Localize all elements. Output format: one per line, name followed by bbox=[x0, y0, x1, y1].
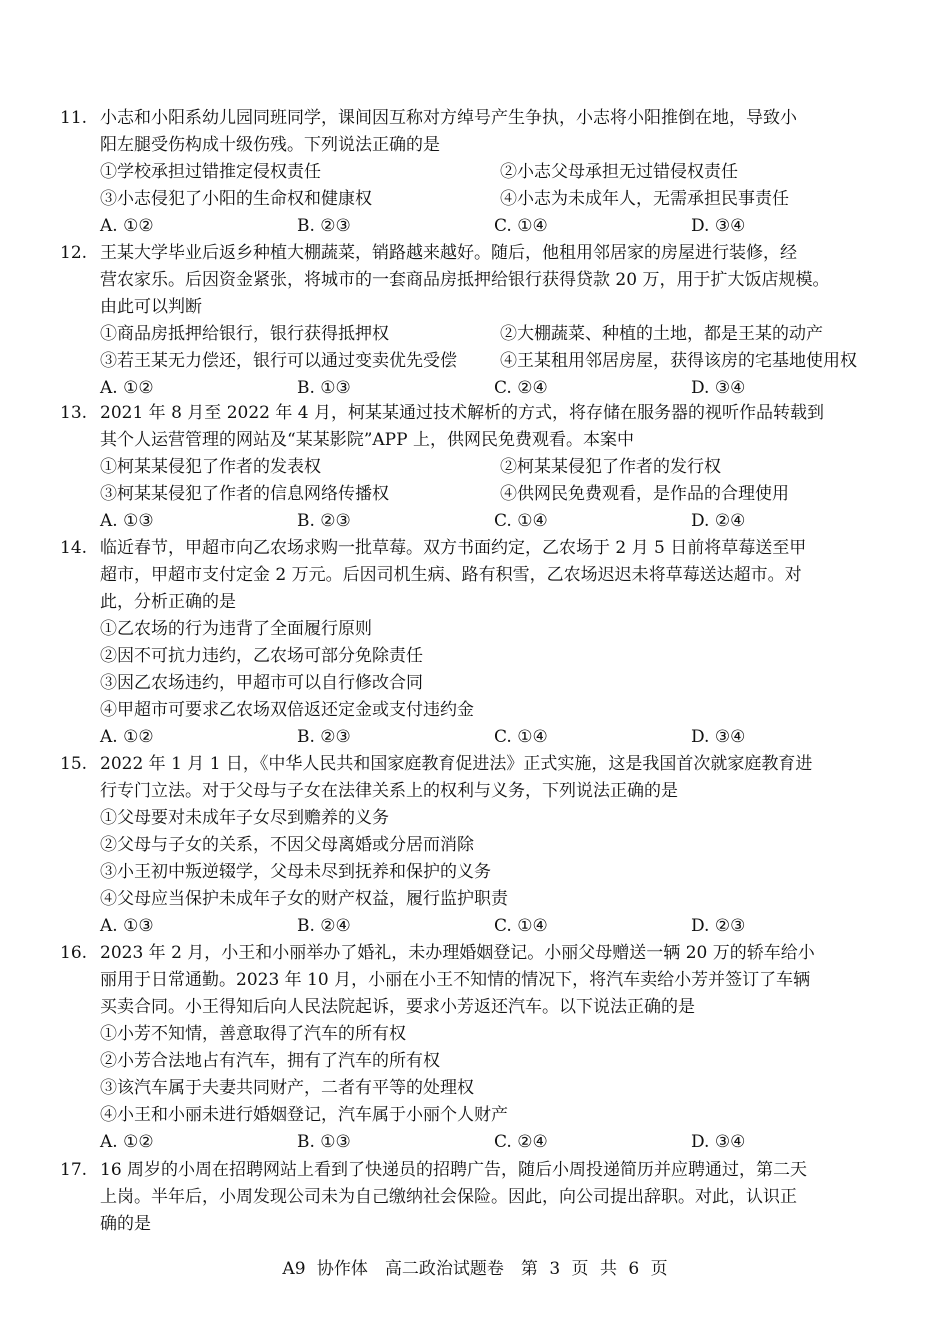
option-1: ①乙农场的行为违背了全面履行原则 bbox=[100, 619, 372, 639]
question-12 bbox=[60, 240, 920, 402]
option-2: ②小志父母承担无过错侵权责任 bbox=[500, 162, 738, 182]
option-3: ③小志侵犯了小阳的生命权和健康权 bbox=[100, 189, 372, 209]
answer-d: D. ③④ bbox=[691, 378, 746, 398]
stem-line: 丽用于日常通勤。2023 年 10 月，小丽在小王不知情的情况下，将汽车卖给小芳并签订了车辆 bbox=[100, 970, 811, 990]
stem-line: 临近春节，甲超市向乙农场求购一批草莓。双方书面约定，乙农场于 2 月 5 日前将草莓送至甲 bbox=[100, 538, 807, 558]
stem-line: 由此可以判断 bbox=[100, 297, 202, 317]
options-row bbox=[60, 321, 920, 348]
answer-b: B. ①③ bbox=[297, 1132, 351, 1152]
options-row bbox=[60, 186, 920, 213]
question-number: 11. bbox=[60, 108, 88, 128]
option-4: ④小王和小丽未进行婚姻登记，汽车属于小丽个人财产 bbox=[100, 1105, 508, 1125]
stem-line: 2023 年 2 月，小王和小丽举办了婚礼，未办理婚姻登记。小丽父母赠送一辆 20 万的轿车给小 bbox=[100, 943, 815, 963]
question-17 bbox=[60, 1157, 920, 1238]
question-number: 16. bbox=[60, 943, 88, 963]
answer-choices bbox=[60, 724, 920, 751]
option-1: ①商品房抵押给银行，银行获得抵押权 bbox=[100, 324, 389, 344]
answer-d: D. ②④ bbox=[691, 511, 746, 531]
stem-line: 其个人运营管理的网站及“某某影院”APP 上，供网民免费观看。本案中 bbox=[100, 430, 634, 450]
answer-c: C. ②④ bbox=[494, 378, 548, 398]
question-16 bbox=[60, 940, 920, 1156]
option-2: ②大棚蔬菜、种植的土地，都是王某的动产 bbox=[500, 324, 823, 344]
answer-c: C. ①④ bbox=[494, 511, 548, 531]
stem-line: 营农家乐。后因资金紧张，将城市的一套商品房抵押给银行获得贷款 20 万，用于扩大饭店规模。 bbox=[100, 270, 830, 290]
question-number: 13. bbox=[60, 403, 88, 423]
answer-b: B. ①③ bbox=[297, 378, 351, 398]
answer-c: C. ①④ bbox=[494, 727, 548, 747]
option-3: ③该汽车属于夫妻共同财产，二者有平等的处理权 bbox=[100, 1078, 474, 1098]
answer-choices bbox=[60, 508, 920, 535]
question-11 bbox=[60, 105, 920, 240]
question-number: 15. bbox=[60, 754, 88, 774]
stem-line: 2021 年 8 月至 2022 年 4 月，柯某某通过技术解析的方式，将存储在服务器的视听作品转载到 bbox=[100, 403, 824, 423]
question-number: 12. bbox=[60, 243, 88, 263]
answer-b: B. ②③ bbox=[297, 216, 351, 236]
answer-a: A. ①② bbox=[100, 1132, 154, 1152]
question-15 bbox=[60, 751, 920, 940]
stem-line: 王某大学毕业后返乡种植大棚蔬菜，销路越来越好。随后，他租用邻居家的房屋进行装修，经 bbox=[100, 243, 797, 263]
option-3: ③若王某无力偿还，银行可以通过变卖优先受偿 bbox=[100, 351, 457, 371]
question-stem bbox=[60, 940, 920, 1021]
stem-line: 行专门立法。对于父母与子女在法律关系上的权利与义务，下列说法正确的是 bbox=[100, 781, 678, 801]
stem-line: 买卖合同。小王得知后向人民法院起诉，要求小芳返还汽车。以下说法正确的是 bbox=[100, 997, 695, 1017]
stem-line: 小志和小阳系幼儿园同班同学，课间因互称对方绰号产生争执，小志将小阳推倒在地，导致小 bbox=[100, 108, 797, 128]
answer-c: C. ①④ bbox=[494, 216, 548, 236]
option-4: ④父母应当保护未成年子女的财产权益，履行监护职责 bbox=[100, 889, 508, 909]
question-stem bbox=[60, 105, 920, 159]
answer-b: B. ②④ bbox=[297, 916, 351, 936]
option-3: ③柯某某侵犯了作者的信息网络传播权 bbox=[100, 484, 389, 504]
question-stem bbox=[60, 1157, 920, 1238]
answer-choices bbox=[60, 375, 920, 402]
stem-line: 2022 年 1 月 1 日，《中华人民共和国家庭教育促进法》正式实施，这是我国首次就家庭教育进 bbox=[100, 754, 813, 774]
option-4: ④供网民免费观看，是作品的合理使用 bbox=[500, 484, 789, 504]
answer-a: A. ①③ bbox=[100, 916, 154, 936]
answer-b: B. ②③ bbox=[297, 511, 351, 531]
option-1: ①小芳不知情，善意取得了汽车的所有权 bbox=[100, 1024, 406, 1044]
option-2: ②父母与子女的关系，不因父母离婚或分居而消除 bbox=[100, 835, 474, 855]
option-2: ②柯某某侵犯了作者的发行权 bbox=[500, 457, 721, 477]
question-13 bbox=[60, 400, 920, 535]
option-1: ①柯某某侵犯了作者的发表权 bbox=[100, 457, 321, 477]
stem-line: 阳左腿受伤构成十级伤残。下列说法正确的是 bbox=[100, 135, 440, 155]
question-stem bbox=[60, 400, 920, 454]
option-3: ③小王初中叛逆辍学，父母未尽到抚养和保护的义务 bbox=[100, 862, 491, 882]
answer-choices bbox=[60, 1129, 920, 1156]
option-2: ②因不可抗力违约，乙农场可部分免除责任 bbox=[100, 646, 423, 666]
answer-b: B. ②③ bbox=[297, 727, 351, 747]
stem-line: 16 周岁的小周在招聘网站上看到了快递员的招聘广告，随后小周投递简历并应聘通过，第二天 bbox=[100, 1160, 808, 1180]
option-1: ①学校承担过错推定侵权责任 bbox=[100, 162, 321, 182]
answer-d: D. ③④ bbox=[691, 216, 746, 236]
option-4: ④甲超市可要求乙农场双倍返还定金或支付违约金 bbox=[100, 700, 474, 720]
answer-choices bbox=[60, 213, 920, 240]
stem-line: 此，分析正确的是 bbox=[100, 592, 236, 612]
question-number: 17. bbox=[60, 1160, 88, 1180]
option-1: ①父母要对未成年子女尽到赡养的义务 bbox=[100, 808, 389, 828]
question-number: 14. bbox=[60, 538, 88, 558]
answer-d: D. ③④ bbox=[691, 727, 746, 747]
question-stem bbox=[60, 751, 920, 805]
answer-c: C. ②④ bbox=[494, 1132, 548, 1152]
answer-choices bbox=[60, 913, 920, 940]
answer-a: A. ①② bbox=[100, 216, 154, 236]
answer-c: C. ①④ bbox=[494, 916, 548, 936]
stem-line: 超市，甲超市支付定金 2 万元。后因司机生病、路有积雪，乙农场迟迟未将草莓送达超市。对 bbox=[100, 565, 802, 585]
stem-line: 确的是 bbox=[100, 1214, 151, 1234]
question-stem bbox=[60, 535, 920, 616]
options-row bbox=[60, 454, 920, 481]
answer-a: A. ①③ bbox=[100, 511, 154, 531]
page-footer: A9 协作体 高二政治试题卷 第 3 页 共 6 页 bbox=[282, 1259, 668, 1279]
answer-d: D. ③④ bbox=[691, 1132, 746, 1152]
options-row bbox=[60, 481, 920, 508]
answer-d: D. ②③ bbox=[691, 916, 746, 936]
question-14 bbox=[60, 535, 920, 751]
options-row bbox=[60, 348, 920, 375]
answer-a: A. ①② bbox=[100, 727, 154, 747]
question-stem bbox=[60, 240, 920, 321]
option-4: ④王某租用邻居房屋，获得该房的宅基地使用权 bbox=[500, 351, 857, 371]
stem-line: 上岗。半年后，小周发现公司未为自己缴纳社会保险。因此，向公司提出辞职。对此，认识正 bbox=[100, 1187, 797, 1207]
option-2: ②小芳合法地占有汽车，拥有了汽车的所有权 bbox=[100, 1051, 440, 1071]
option-3: ③因乙农场违约，甲超市可以自行修改合同 bbox=[100, 673, 423, 693]
options-row bbox=[60, 159, 920, 186]
option-4: ④小志为未成年人，无需承担民事责任 bbox=[500, 189, 789, 209]
answer-a: A. ①② bbox=[100, 378, 154, 398]
